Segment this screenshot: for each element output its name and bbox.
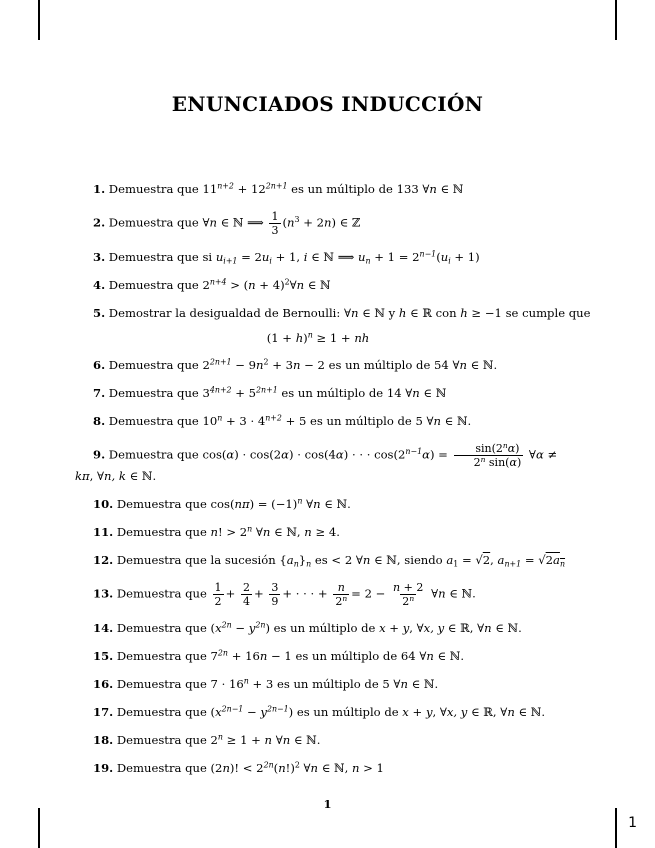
item-number: 17 <box>93 705 110 719</box>
exercise-1: 1. Demuestra que $11^{n+2} + 12^{2n+1}$ es un múltiplo de 133 ∀n ∈ ℕ <box>93 181 464 196</box>
exercise-7: 7. Demuestra que $3^{4n+2} + 5^{2n+1}$ es un múltiplo de 14 ∀n ∈ ℕ <box>93 385 447 400</box>
exercise-2: 2. Demuestra que ∀n ∈ ℕ ⟹ $\frac{1}{3}$ $(n^3 + 2n)$ ∈ ℤ <box>93 210 361 237</box>
item-number: 5 <box>93 306 102 320</box>
crop-mark-bottom-left <box>0 808 40 848</box>
exercise-11: 11. Demuestra que n! > $2^n$ ∀n ∈ ℕ, n ≥ 4. <box>93 524 340 539</box>
exercise-12: 12. Demuestra que la sucesión $\{a_n\}_n$ es < 2 ∀n ∈ ℕ, siendo $a_1 = √2$, $a_{n+1} = √2a_n$ <box>93 553 566 569</box>
exercise-9: 9. Demuestra que cos(α) · cos(2α) · cos(4α) · · · $\cos(2^{n-1}\alpha)$ = $\frac{\sin(2^n\alpha)}{2^n \sin(\alpha)}$ ∀α ≠ kπ, ∀n, k ∈ ℕ. <box>75 440 558 483</box>
exercise-17: 17. Demuestra que $(x^{2n-1} - y^{2n-1})$ es un múltiplo de x + y, ∀x, y ∈ ℝ, ∀n ∈ ℕ. <box>93 704 546 719</box>
item-number: 13 <box>93 586 110 601</box>
bernoulli-display-formula: $(1 + h)^n \ge 1$ + nh <box>266 330 370 345</box>
item-number: 10 <box>93 497 110 511</box>
item-number: 3 <box>93 250 102 264</box>
item-number: 7 <box>93 386 102 400</box>
exercise-10: 10. Demuestra que $\cos(n\pi) = (-1)^n$ ∀n ∈ ℕ. <box>93 496 351 511</box>
item-number: 18 <box>93 733 110 747</box>
crop-mark-top-left <box>0 0 40 40</box>
item-number: 19 <box>93 761 110 775</box>
page-number: 1 <box>323 797 332 811</box>
item-number: 16 <box>93 677 110 691</box>
exercise-list <box>75 181 591 789</box>
exercise-13: 13. Demuestra que $\frac{1}{2}$ + $\frac{2}{4}$ + $\frac{3}{9}$ + · · · + $\frac{n}{2^n}$ = 2 − $\frac{n + 2}{2^n}$ ∀n ∈ ℕ. <box>93 581 476 608</box>
item-number: 4 <box>93 278 102 292</box>
crop-mark-top-right <box>615 0 655 40</box>
item-number: 9 <box>93 447 102 462</box>
exercise-18: 18. Demuestra que $2^n \ge 1 + n$ ∀n ∈ ℕ. <box>93 732 321 747</box>
exercise-4: 4. Demuestra que $2^{n+4} > (n$ + $4)^2\forall n$ ∈ ℕ <box>93 277 331 292</box>
exercise-16: 16. Demuestra que $7 \cdot 16^n + 3$ es un múltiplo de 5 ∀n ∈ ℕ. <box>93 676 439 691</box>
exercise-6: 6. Demuestra que $2^{2n+1} - 9n^2 + 3n - 2$ es un múltiplo de 54 ∀n ∈ ℕ. <box>93 357 498 372</box>
item-number: 2 <box>93 215 102 230</box>
exercise-14: 14. Demuestra que $(x^{2n} - y^{2n})$ es un múltiplo de x + y, ∀x, y ∈ ℝ, ∀n ∈ ℕ. <box>93 620 522 635</box>
item-number: 15 <box>93 649 110 663</box>
item-number: 6 <box>93 358 102 372</box>
exercise-3: 3. Demuestra que si $u_{i+1} = 2u_i + 1$, i ∈ ℕ ⟹ $u_n + 1 = 2^{n-1}(u_i + 1)$ <box>93 249 480 266</box>
viewer-page-indicator: 1 <box>628 815 637 831</box>
item-number: 8 <box>93 414 102 428</box>
exercise-8: 8. Demuestra que $10^n + 3 \cdot 4^{n+2} + 5$ es un múltiplo de 5 ∀n ∈ ℕ. <box>93 413 472 428</box>
page-title: ENUNCIADOS INDUCCIÓN <box>171 92 484 116</box>
item-number: 14 <box>93 621 110 635</box>
item-number: 12 <box>93 553 110 567</box>
item-number: 1 <box>93 182 102 196</box>
exercise-19: 19. Demuestra que (2n)! < $2^{2n}(n!)^2$ ∀n ∈ ℕ, n > 1 <box>93 760 384 775</box>
item-number: 11 <box>93 525 110 539</box>
exercise-5: 5. Demostrar la desigualdad de Bernoulli: ∀n ∈ ℕ y h ∈ ℝ con h ≥ −1 se cumple que <box>93 306 591 320</box>
exercise-15: 15. Demuestra que $7^{2n} + 16n - 1$ es un múltiplo de 64 ∀n ∈ ℕ. <box>93 648 465 663</box>
